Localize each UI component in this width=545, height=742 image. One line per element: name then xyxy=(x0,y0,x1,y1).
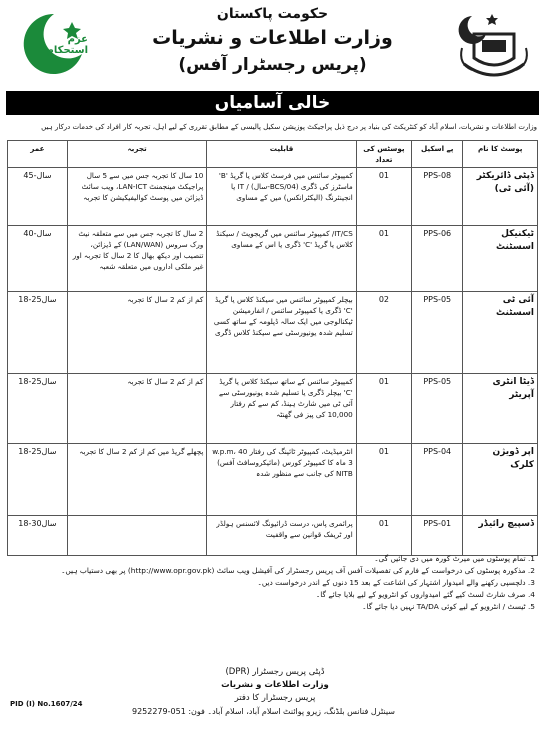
pay-scale: PPS-05 xyxy=(412,292,463,374)
experience: کم از کم 2 سال کا تجربہ xyxy=(67,374,207,444)
post-name: ڈیٹا انٹری آپریٹر xyxy=(463,374,538,444)
issuer-block xyxy=(131,666,395,718)
table-header-row xyxy=(8,141,538,168)
qualification: IT/CS/ کمپیوٹر سائنس میں گریجویٹ / سیکنڈ کلاس یا گریڈ 'C' ڈگری یا اس کے مساوی xyxy=(207,226,356,292)
post-name: ٹیکنیکل اسسٹنٹ xyxy=(463,226,538,292)
pay-scale: PPS-06 xyxy=(412,226,463,292)
age-limit: 45-سال xyxy=(8,168,68,226)
list-item: 5. ٹیسٹ / انٹرویو کے لیے کوئی TA/DA نہیں دیا جائے گا۔ xyxy=(362,602,535,611)
header-scale: پے اسکیل xyxy=(412,141,463,168)
post-count: 01 xyxy=(356,516,411,556)
table-row xyxy=(8,292,538,374)
age-limit: 18-25سال xyxy=(8,374,68,444)
age-limit: 18-25سال xyxy=(8,292,68,374)
intro-text: وزارت اطلاعات و نشریات، اسلام آباد کو کنٹریکٹ کی بنیاد پر درج ذیل پراجیکٹ پوزیشن سکیل پالیسی کے مطابق تقرری کے لیے اہل، تجربہ کار افراد کی خدمات درکار ہیں xyxy=(41,123,537,131)
pay-scale: PPS-05 xyxy=(412,374,463,444)
post-count: 02 xyxy=(356,292,411,374)
list-item: 2. مذکورہ پوسٹوں کی درخواست کے فارم کی تفصیلات آفس آف پریس رجسٹرار کی آفیشل ویب سائٹ (http://www.opr.gov.pk) پر بھی دستیاب ہیں۔ xyxy=(61,566,535,575)
issuer-office: پریس رجسٹرار کا دفتر xyxy=(234,693,316,703)
qualification: کمپیوٹر سائنس کے ساتھ سیکنڈ کلاس یا گریڈ 'C' بیچلر ڈگری یا تسلیم شدہ یونیورسٹی سے آئی ٹی میں شارٹ ہینڈ، کم سے کم رفتار 10,000 کی پیز فی گھنٹہ xyxy=(207,374,356,444)
qualification: کمپیوٹر سائنس میں فرسٹ کلاس یا گریڈ 'B' ماسٹرز کی ڈگری (BCS/04-سال) / IT یا انجینئرنگ (الیکٹرانکس) میں کے مساوی xyxy=(207,168,356,226)
post-count: 01 xyxy=(356,374,411,444)
header-experience: تجربہ xyxy=(67,141,207,168)
post-name: ڈسپیچ رائیڈر xyxy=(463,516,538,556)
experience xyxy=(67,516,207,556)
age-limit: 40-سال xyxy=(8,226,68,292)
list-item: 1. تمام پوسٹوں میں میرٹ کورہ میں دی جائیں گی۔ xyxy=(374,554,535,563)
age-limit: 18-30سال xyxy=(8,516,68,556)
vacancies-title: خالی آسامیاں xyxy=(214,93,331,113)
experience: 10 سال کا تجربہ جس میں سے 5 سال پراجیکٹ مینجمنٹ LAN-ICT، ویب سائٹ ڈیزائن میں پوسٹ کوالیفیکیشن کا تجربہ xyxy=(67,168,207,226)
header-age: عمر xyxy=(8,141,68,168)
experience: 2 سال کا تجربہ جس میں سے متعلقہ نیٹ ورک سروس (LAN/WAN) کے ڈیزائن، تنصیب اور دیکھ بھال کا 2 سال کا تجربہ اور غیر ملکی اداروں میں متعلقہ شعبہ xyxy=(67,226,207,292)
logo-text: عزم استحکام xyxy=(46,34,88,56)
header-count: پوسٹس کی تعداد xyxy=(356,141,411,168)
post-count: 01 xyxy=(356,444,411,516)
table-row xyxy=(8,168,538,226)
vacancies-table xyxy=(7,140,538,556)
ministry-heading: وزارت اطلاعات و نشریات xyxy=(152,27,393,49)
pay-scale: PPS-08 xyxy=(412,168,463,226)
experience: پچھلے گریڈ میں کم از کم 2 سال کا تجربہ xyxy=(67,444,207,516)
table-row xyxy=(8,374,538,444)
post-name: آئی ٹی اسسٹنٹ xyxy=(463,292,538,374)
state-emblem xyxy=(452,8,536,88)
table-row xyxy=(8,226,538,292)
experience: کم از کم 2 سال کا تجربہ xyxy=(67,292,207,374)
age-limit: 18-25سال xyxy=(8,444,68,516)
pid-number: PID (I) No.1607/24 xyxy=(10,700,83,708)
table-row xyxy=(8,444,538,516)
government-heading: حکومت پاکستان xyxy=(216,6,329,22)
table-row xyxy=(8,516,538,556)
list-item: 3. دلچسپی رکھنے والے امیدوار اشتہار کی اشاعت کے بعد 15 دنوں کے اندر درخواست دیں۔ xyxy=(257,578,535,587)
post-count: 01 xyxy=(356,226,411,292)
post-name: ڈپٹی ڈائریکٹر (آئی ٹی) xyxy=(463,168,538,226)
qualification: انٹرمیڈیٹ، کمپیوٹر ٹائپنگ کی رفتار 40 w.p.m، 3 ماہ کا کمپیوٹر کورس (مائیکروسافٹ آفس) NITB کی جانب سے منظور شدہ xyxy=(207,444,356,516)
pay-scale: PPS-01 xyxy=(412,516,463,556)
vacancies-title-band xyxy=(6,91,539,115)
post-count: 01 xyxy=(356,168,411,226)
qualification: پرائمری پاس، درست ڈرائیونگ لائسنس ہولڈر اور ٹریفک قوانین سے واقفیت xyxy=(207,516,356,556)
post-name: اپر ڈویژن کلرک xyxy=(463,444,538,516)
issuer-ministry: وزارت اطلاعات و نشریات xyxy=(221,680,329,690)
list-item: 4. صرف شارٹ لسٹ کیے گئے امیدواروں کو انٹرویو کے لیے بلایا جائے گا۔ xyxy=(315,590,535,599)
issuer-address: سینٹرل فنانس بلڈنگ، زیرو پوائنٹ اسلام آباد، اسلام آباد۔ فون: 051-9252279 xyxy=(131,707,395,716)
pay-scale: PPS-04 xyxy=(412,444,463,516)
terms-list xyxy=(10,553,535,613)
qualification: بیچلر کمپیوٹر سائنس میں سیکنڈ کلاس یا گریڈ 'C' ڈگری یا کمپیوٹر سائنس / انفارمیشن ٹیکنالوجی میں ایک سالہ ڈپلومہ کے ساتھ کسی تسلیم شدہ یونیورسٹی سے سیکنڈ کلاس ڈگری xyxy=(207,292,356,374)
issuer-designation: ڈپٹی پریس رجسٹرار (DPR) xyxy=(225,667,325,677)
header-post: پوسٹ کا نام xyxy=(463,141,538,168)
header-qualification: قابلیت xyxy=(207,141,356,168)
office-heading: (پریس رجسٹرار آفس) xyxy=(178,55,367,75)
